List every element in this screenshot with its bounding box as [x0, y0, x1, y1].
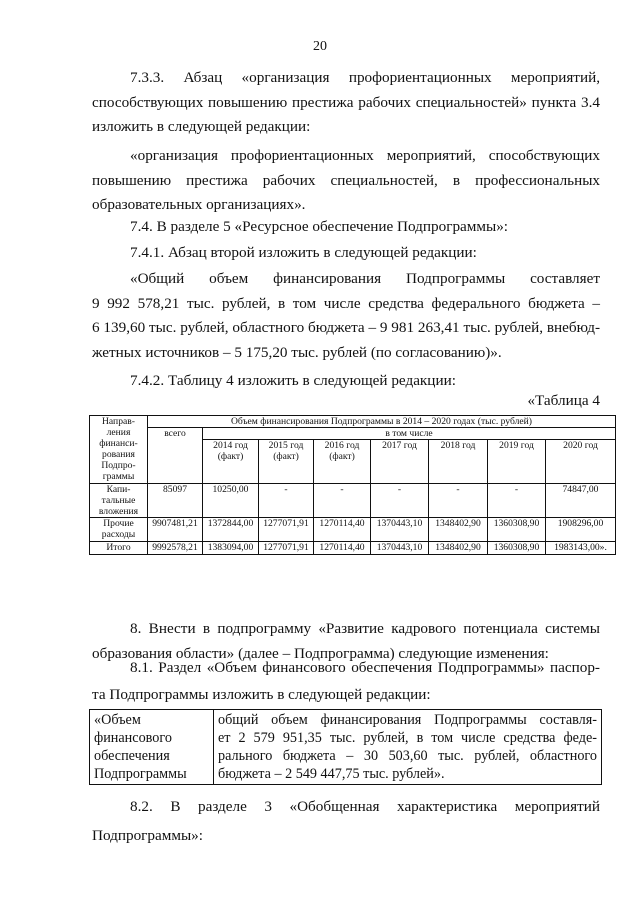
text-line: 6 139,60 тыс. рублей, областного бюджета – 9 981 263,41 тыс. рублей, внебюд- [92, 319, 600, 336]
cell-total: 85097 [148, 484, 203, 518]
cell-value: 1383094,00 [203, 542, 259, 555]
row-name: Капи-тальные вложения [90, 484, 148, 518]
cell-value: - [371, 484, 429, 518]
table-incl-header: в том числе [203, 428, 616, 440]
paragraph-7-3-3 [92, 66, 600, 140]
cell-value: 1372844,00 [203, 518, 259, 542]
text-line: «организация профориентационных мероприятий, способствующих [130, 147, 600, 164]
table-total-header: всего [148, 428, 203, 484]
table-row [90, 518, 616, 542]
cell-value: 1370443,10 [371, 542, 429, 555]
text-line: 8.2. В разделе 3 «Обобщенная характеристика мероприятий [130, 798, 600, 815]
text-line: изложить в следующей редакции: [92, 118, 311, 135]
cell-value: 1360308,90 [488, 542, 546, 555]
row-name: Прочие расходы [90, 518, 148, 542]
cell-value: 1270114,40 [314, 518, 371, 542]
cell-value: 74847,00 [546, 484, 616, 518]
year-header: 2020 год [546, 440, 616, 484]
text-line: 8.1. Раздел «Объем финансового обеспечения Подпрограммы» паспор- [130, 659, 600, 676]
paragraph-7-4-2: 7.4.2. Таблицу 4 изложить в следующей редакции: [130, 372, 456, 389]
financing-table [89, 415, 616, 555]
passport-label-line: финансового [94, 730, 172, 746]
row-name: Итого [90, 542, 148, 555]
passport-value-line: рального бюджета – 30 503,60 тыс. рублей, областного [218, 748, 597, 764]
year-header: 2019 год [488, 440, 546, 484]
paragraph-8-1 [92, 654, 600, 708]
table-caption: «Таблица 4 [527, 392, 600, 409]
year-header: 2018 год [429, 440, 488, 484]
year-header: 2015 год (факт) [259, 440, 314, 484]
table-row [90, 542, 616, 555]
passport-table [89, 709, 602, 785]
cell-value: 10250,00 [203, 484, 259, 518]
cell-total: 9992578,21 [148, 542, 203, 555]
cell-value: 1983143,00». [546, 542, 616, 555]
cell-value: - [259, 484, 314, 518]
cell-value: 1370443,10 [371, 518, 429, 542]
table-row [90, 484, 616, 518]
cell-value: - [488, 484, 546, 518]
passport-value-line: бюджета – 2 549 447,75 тыс. рублей». [218, 766, 445, 782]
cell-value: 1360308,90 [488, 518, 546, 542]
passport-label-line: «Объем [94, 712, 141, 728]
text-line: та Подпрограммы изложить в следующей редакции: [92, 686, 431, 703]
cell-value: 1270114,40 [314, 542, 371, 555]
cell-value: 1277071,91 [259, 542, 314, 555]
cell-value: - [429, 484, 488, 518]
paragraph-7-4: 7.4. В разделе 5 «Ресурсное обеспечение Подпрограммы»: [130, 218, 509, 235]
text-line: 7.3.3. Абзац «организация профориентационных мероприятий, [130, 69, 600, 86]
passport-value-line: общий объем финансирования Подпрограммы составля- [218, 712, 597, 728]
table-corner-header: Направ-ления финанси-рования Подпро-граммы [90, 416, 148, 484]
text-line: повышению престижа рабочих специальностей, в профессиональных [92, 171, 600, 189]
passport-label [90, 710, 214, 785]
cell-value: 1348402,90 [429, 542, 488, 555]
cell-value: 1277071,91 [259, 518, 314, 542]
text-line: «Общий объем финансирования Подпрограммы составляет [130, 270, 600, 287]
text-line: Подпрограммы»: [92, 827, 203, 844]
cell-total: 9907481,21 [148, 518, 203, 542]
passport-value-line: ет 2 579 951,35 тыс. рублей, в том числе средства феде- [218, 730, 597, 746]
text-line: образования области» (далее – Подпрограмма) следующие изменения: [92, 644, 549, 662]
paragraph-8-2 [92, 792, 600, 850]
text-line: 9 992 578,21 тыс. рублей, в том числе средства федерального бюджета – [92, 294, 600, 312]
year-header: 2016 год (факт) [314, 440, 371, 484]
text-line: 8. Внести в подпрограмму «Развитие кадрового потенциала системы [130, 620, 600, 637]
page-number: 20 [313, 39, 327, 54]
cell-value: 1908296,00 [546, 518, 616, 542]
year-header: 2014 год (факт) [203, 440, 259, 484]
year-header: 2017 год [371, 440, 429, 484]
passport-value [214, 710, 602, 785]
passport-label-line: Подпрограммы [94, 766, 187, 782]
passport-label-line: обеспечения [94, 748, 170, 764]
text-line: жетных источников – 5 175,20 тыс. рублей (по согласованию)». [92, 343, 502, 361]
table-group-header: Объем финансирования Подпрограммы в 2014 – 2020 годах (тыс. рублей) [148, 416, 616, 428]
text-line: образовательных организациях». [92, 196, 306, 213]
text-line: способствующих повышению престижа рабочих специальностей» пункта 3.4 [92, 93, 600, 111]
cell-value: - [314, 484, 371, 518]
paragraph-7-3-3-quote [92, 144, 600, 218]
paragraph-7-4-1: 7.4.1. Абзац второй изложить в следующей редакции: [130, 244, 477, 261]
cell-value: 1348402,90 [429, 518, 488, 542]
paragraph-7-4-1-quote [92, 267, 600, 365]
